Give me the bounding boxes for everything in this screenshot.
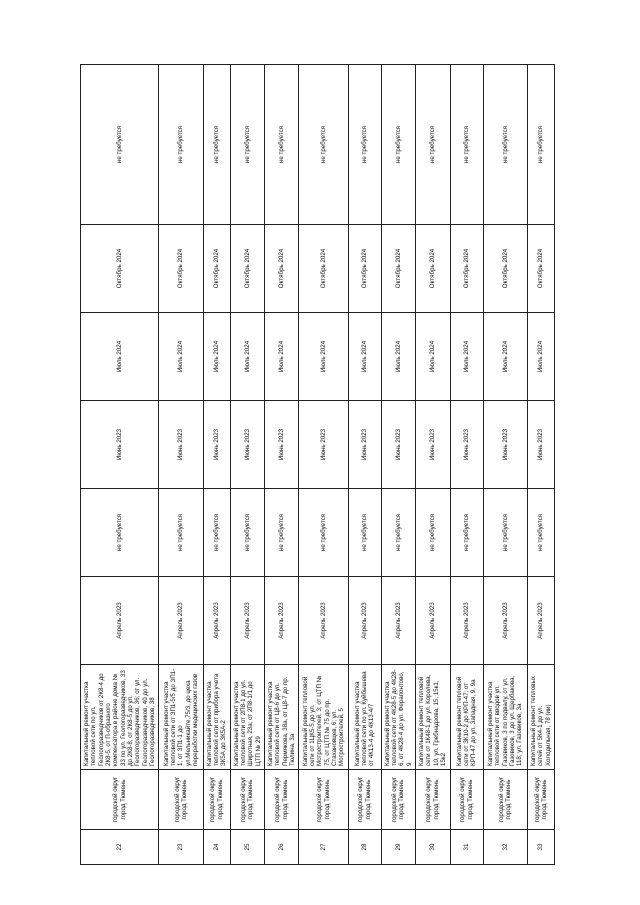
- reconstruction-cell: не требуется: [203, 65, 230, 225]
- table-row: [483, 65, 527, 865]
- reconstruction-cell: не требуется: [416, 65, 450, 225]
- works-start-cell: Июль 2024: [483, 313, 527, 401]
- row-number: 31: [450, 830, 483, 865]
- design-start-cell: Апрель 2023: [416, 577, 450, 665]
- table-body: [81, 65, 555, 865]
- table-row: [265, 65, 299, 865]
- reconstruction-cell: не требуется: [527, 65, 554, 225]
- design-start-cell: Апрель 2023: [527, 577, 554, 665]
- object-description: Капитальный ремонт участка тепловой сети от 4К28-5 до 4К28-6, от 4К28-4 до ул. Ферапонтово, 9: [381, 665, 415, 770]
- works-end-cell: Октябрь 2024: [416, 225, 450, 313]
- design-start-cell: Апрель 2023: [348, 577, 381, 665]
- expertise-cell: не требуется: [81, 489, 159, 577]
- design-end-cell: Июнь 2023: [416, 401, 450, 489]
- expertise-cell: не требуется: [203, 489, 230, 577]
- design-end-cell: Июнь 2023: [483, 401, 527, 489]
- works-start-cell: Июль 2024: [265, 313, 299, 401]
- expertise-cell: не требуется: [527, 489, 554, 577]
- object-description: Капитальный ремонт участка тепловой сети по ул. Геологоразведчиков от 2К8-4 до 2К8-5, от П-образного компенсатора в районе дома № 33 по ул. Геологоразведчиков, 33 до 2К8-8, от 2К8-5 до ул. Геологоразведчиков, 36; от ул. Геологоразведчиков, 40 до ул. Геологоразведчиков, 38: [81, 665, 159, 770]
- object-description: Капитальный ремонт участка тепловой сети от 2П8-1 до ул. Широтная, 23а; от 2П8-1/1 до ЦТП № 29: [230, 665, 264, 770]
- reconstruction-cell: не требуется: [299, 65, 348, 225]
- row-number: 24: [203, 830, 230, 865]
- design-start-cell: Апрель 2023: [381, 577, 415, 665]
- row-number: 33: [527, 830, 554, 865]
- municipality-cell: городской округ город Тюмень: [416, 770, 450, 830]
- works-end-cell: Октябрь 2024: [483, 225, 527, 313]
- works-end-cell: Октябрь 2024: [527, 225, 554, 313]
- design-end-cell: Июнь 2023: [381, 401, 415, 489]
- object-description: Капитальный ремонт тепловой сети от 1ЦК5-5 до ул. Мотростроителей, 3; от ЦТП № 75, от ЦТП № 75 до пр. Стахановцев, 6; ул. Мотростроителей, 5: [299, 665, 348, 770]
- table-row: [203, 65, 230, 865]
- design-start-cell: Апрель 2023: [203, 577, 230, 665]
- works-start-cell: Июль 2024: [348, 313, 381, 401]
- object-description: Капитальный ремонт тепловой сети от 1К48-1 до ул. Королева, 10, ул. Гребнадзова, 15, 15к1, 15к2: [416, 665, 450, 770]
- municipality-cell: городской округ город Тюмень: [450, 770, 483, 830]
- table-row: [381, 65, 415, 865]
- design-end-cell: Июнь 2023: [265, 401, 299, 489]
- reconstruction-cell: не требуется: [348, 65, 381, 225]
- table-row: [230, 65, 264, 865]
- works-start-cell: Июль 2024: [159, 313, 203, 401]
- works-end-cell: Октябрь 2024: [381, 225, 415, 313]
- reconstruction-cell: не требуется: [483, 65, 527, 225]
- design-end-cell: Июнь 2023: [81, 401, 159, 489]
- design-end-cell: Июнь 2023: [450, 401, 483, 489]
- expertise-cell: не требуется: [381, 489, 415, 577]
- works-start-cell: Июль 2024: [299, 313, 348, 401]
- works-end-cell: Октябрь 2024: [450, 225, 483, 313]
- table-row: [450, 65, 483, 865]
- rotated-table-container: [80, 65, 555, 865]
- design-end-cell: Июнь 2023: [348, 401, 381, 489]
- expertise-cell: не требуется: [230, 489, 264, 577]
- design-start-cell: Апрель 2023: [299, 577, 348, 665]
- row-number: 32: [483, 830, 527, 865]
- works-start-cell: Июль 2024: [230, 313, 264, 401]
- expertise-cell: не требуется: [265, 489, 299, 577]
- expertise-cell: не требуется: [483, 489, 527, 577]
- reconstruction-cell: не требуется: [81, 65, 159, 225]
- row-number: 26: [265, 830, 299, 865]
- municipality-cell: городской округ город Тюмень: [527, 770, 554, 830]
- expertise-cell: не требуется: [450, 489, 483, 577]
- municipality-cell: городской округ город Тюмень: [381, 770, 415, 830]
- design-end-cell: Июнь 2023: [299, 401, 348, 489]
- row-number: 22: [81, 830, 159, 865]
- expertise-cell: не требуется: [159, 489, 203, 577]
- works-end-cell: Октябрь 2024: [299, 225, 348, 313]
- repair-schedule-table: [80, 64, 555, 865]
- expertise-cell: не требуется: [299, 489, 348, 577]
- municipality-cell: городской округ город Тюмень: [483, 770, 527, 830]
- works-start-cell: Июль 2024: [203, 313, 230, 401]
- works-start-cell: Июль 2024: [416, 313, 450, 401]
- row-number: 28: [348, 830, 381, 865]
- expertise-cell: не требуется: [348, 489, 381, 577]
- municipality-cell: городской округ город Тюмень: [230, 770, 264, 830]
- works-end-cell: Октябрь 2024: [81, 225, 159, 313]
- reconstruction-cell: не требуется: [381, 65, 415, 225]
- object-description: Капитальный ремонт участка тепловой сети от Ц8-6 до ул. Пермякова, 38а, от Ц8-7 до пр. Тюлина, 3а: [265, 665, 299, 770]
- table-row: [416, 65, 450, 865]
- works-start-cell: Июль 2024: [381, 313, 415, 401]
- table-row: [81, 65, 159, 865]
- row-number: 27: [299, 830, 348, 865]
- works-start-cell: Июль 2024: [81, 313, 159, 401]
- table-row: [159, 65, 203, 865]
- design-end-cell: Июнь 2023: [230, 401, 264, 489]
- works-end-cell: Октябрь 2024: [159, 225, 203, 313]
- municipality-cell: городской округ город Тюмень: [348, 770, 381, 830]
- row-number: 25: [230, 830, 264, 865]
- reconstruction-cell: не требуется: [159, 65, 203, 225]
- municipality-cell: городской округ город Тюмень: [203, 770, 230, 830]
- design-start-cell: Апрель 2023: [450, 577, 483, 665]
- row-number: 30: [416, 830, 450, 865]
- works-end-cell: Октябрь 2024: [230, 225, 264, 313]
- municipality-cell: городской округ город Тюмень: [159, 770, 203, 830]
- object-description: Капитальный ремонт тепловой сети от ЗК10-2 до КРП-47; от КРП-47 до ул. Западная, 9, 9а: [450, 665, 483, 770]
- municipality-cell: городской округ город Тюмень: [81, 770, 159, 830]
- object-description: Капитальный ремонт участка тепловой сети от прибора учета ЗК5А до ЗК5А-2: [203, 665, 230, 770]
- object-description: Капитальный ремонт участка тепловой сети от вводов ул. Газовиков, 3 по подвалу, от ул. Газовиков, 3 до ул. Щербакова, 118; ул. Газовиков, 3а: [483, 665, 527, 770]
- design-start-cell: Апрель 2023: [483, 577, 527, 665]
- design-end-cell: Июнь 2023: [527, 401, 554, 489]
- expertise-cell: не требуется: [416, 489, 450, 577]
- design-start-cell: Апрель 2023: [265, 577, 299, 665]
- reconstruction-cell: не требуется: [265, 65, 299, 225]
- table-row: [527, 65, 554, 865]
- design-end-cell: Июнь 2023: [203, 401, 230, 489]
- works-end-cell: Октябрь 2024: [348, 225, 381, 313]
- design-start-cell: Апрель 2023: [81, 577, 159, 665]
- works-start-cell: Июль 2024: [450, 313, 483, 401]
- design-end-cell: Июнь 2023: [159, 401, 203, 489]
- table-row: [299, 65, 348, 865]
- row-number: 23: [159, 830, 203, 865]
- works-end-cell: Октябрь 2024: [265, 225, 299, 313]
- design-start-cell: Апрель 2023: [159, 577, 203, 665]
- reconstruction-cell: не требуется: [230, 65, 264, 225]
- table-row: [348, 65, 381, 865]
- municipality-cell: городской округ город Тюмень: [299, 770, 348, 830]
- reconstruction-cell: не требуется: [450, 65, 483, 225]
- works-end-cell: Октябрь 2024: [203, 225, 230, 313]
- works-start-cell: Июль 2024: [527, 313, 554, 401]
- row-number: 29: [381, 830, 415, 865]
- municipality-cell: городской округ город Тюмень: [265, 770, 299, 830]
- object-description: Капитальный ремонт участка тепловой сети от ЗП1-5/5 до ЗП1-1; от ЗП1-1 до ул.Мельникайте,75/3, до цеха переработки медицинских газов: [159, 665, 203, 770]
- object-description: Капитальный ремонт тепловых сетей от 5К4-1 до ул. Холодильная, 78 (ии): [527, 665, 554, 770]
- design-start-cell: Апрель 2023: [230, 577, 264, 665]
- object-description: Капитальный ремонт участка тепловой сети по ул. Куйбышева от 4К13-4 до 4К13-4/7: [348, 665, 381, 770]
